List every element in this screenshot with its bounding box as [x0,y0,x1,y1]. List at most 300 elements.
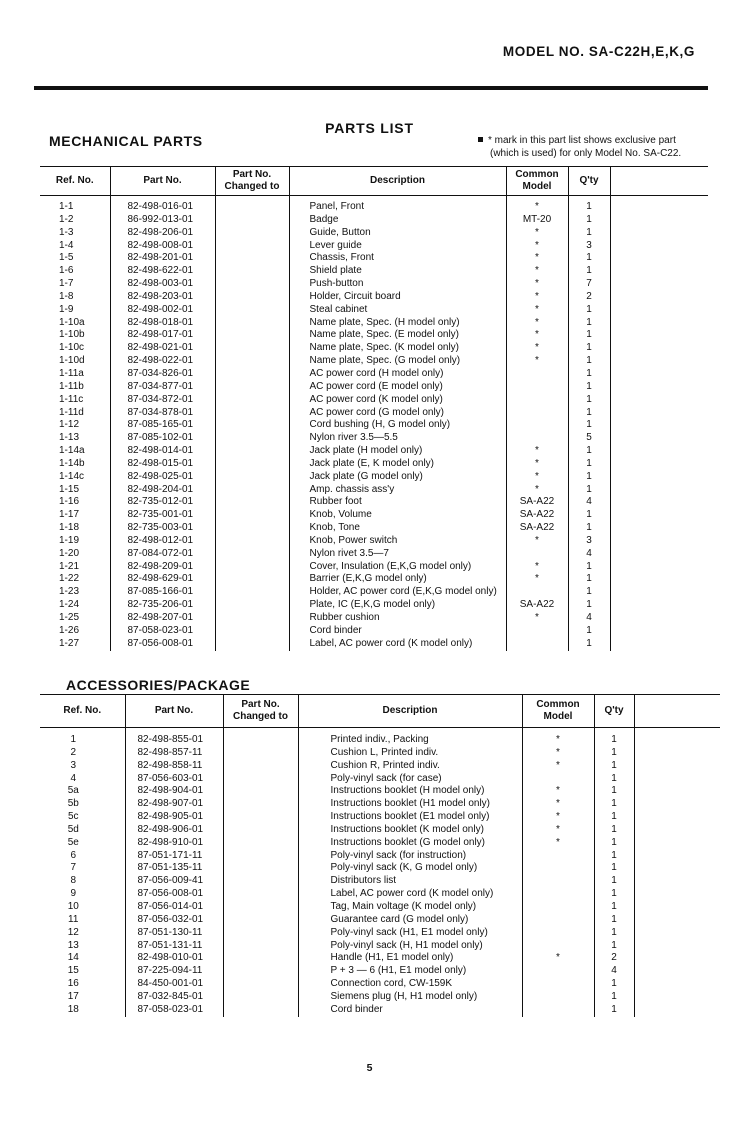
common-model-cell: * [522,837,594,850]
common-model-cell [506,586,568,599]
common-model-cell: * [506,458,568,471]
blank-cell [610,445,708,458]
col-changed-to: Part No. Changed to [223,695,298,728]
part-no-cell: 87-056-014-01 [125,901,223,914]
part-no-cell: 82-498-003-01 [110,278,215,291]
blank-cell [610,548,708,561]
blank-cell [610,355,708,368]
qty-cell: 1 [568,471,610,484]
qty-cell: 1 [594,760,634,773]
description-cell: Knob, Tone [289,522,506,535]
qty-cell: 1 [594,824,634,837]
description-cell: Steal cabinet [289,304,506,317]
blank-cell [610,496,708,509]
blank-cell [610,227,708,240]
common-model-cell: * [506,561,568,574]
qty-cell: 1 [568,599,610,612]
blank-cell [634,991,720,1004]
changed-to-cell [223,875,298,888]
table-row [40,342,708,355]
col-ref-no: Ref. No. [40,167,110,196]
ref-no-cell: 1-13 [59,432,80,444]
table-row [40,291,708,304]
note-line-1 [478,134,708,147]
part-no-cell: 82-735-001-01 [110,509,215,522]
ref-no-cell: 15 [67,965,79,977]
common-model-cell: SA-A22 [506,599,568,612]
blank-cell [634,824,720,837]
blank-cell [610,484,708,497]
description-cell: Panel, Front [289,196,506,214]
qty-cell: 1 [568,509,610,522]
blank-cell [634,811,720,824]
ref-no-cell: 1-10a [59,316,85,328]
ref-no-cell: 1-7 [59,278,74,290]
qty-cell: 1 [568,196,610,214]
table-row [40,355,708,368]
qty-cell: 1 [568,214,610,227]
description-cell: Barrier (E,K,G model only) [289,573,506,586]
table-row [40,252,708,265]
changed-to-cell [223,952,298,965]
changed-to-cell [215,535,289,548]
col-blank [610,167,708,196]
blank-cell [610,394,708,407]
description-cell: Knob, Volume [289,509,506,522]
table-row [40,304,708,317]
changed-to-cell [223,773,298,786]
part-no-cell: 82-498-203-01 [110,291,215,304]
table-header-row [40,695,720,728]
ref-no-cell: 1-18 [59,522,80,534]
common-model-cell: SA-A22 [506,522,568,535]
qty-cell: 2 [568,291,610,304]
table-row [40,927,720,940]
changed-to-cell [223,940,298,953]
qty-cell: 4 [568,548,610,561]
table-row [40,638,708,651]
ref-no-cell: 6 [70,849,77,861]
ref-no-cell: 1-11a [59,367,84,379]
description-cell: Name plate, Spec. (K model only) [289,342,506,355]
description-cell: Cord binder [289,625,506,638]
blank-cell [634,747,720,760]
table-row [40,728,720,747]
ref-no-cell: 1-14c [59,470,85,482]
blank-cell [610,291,708,304]
blank-cell [610,432,708,445]
table-row [40,317,708,330]
table-row [40,381,708,394]
blank-cell [634,798,720,811]
blank-cell [634,1004,720,1017]
changed-to-cell [215,381,289,394]
blank-cell [610,368,708,381]
blank-cell [610,252,708,265]
table-row [40,773,720,786]
description-cell: Instructions booklet (E1 model only) [298,811,522,824]
part-no-cell: 87-085-165-01 [110,419,215,432]
qty-cell: 3 [568,240,610,253]
changed-to-cell [215,612,289,625]
common-model-cell: * [506,342,568,355]
common-model-cell [522,940,594,953]
description-cell: Knob, Power switch [289,535,506,548]
changed-to-cell [215,368,289,381]
part-no-cell: 82-498-016-01 [110,196,215,214]
qty-cell: 1 [568,394,610,407]
table-row [40,625,708,638]
ref-no-cell: 14 [67,952,79,964]
common-model-cell: * [522,747,594,760]
ref-no-cell: 12 [67,926,79,938]
description-cell: Holder, AC power cord (E,K,G model only) [289,586,506,599]
qty-cell: 1 [568,638,610,651]
col-common-model: Common Model [522,695,594,728]
blank-cell [610,599,708,612]
description-cell: Instructions booklet (G model only) [298,837,522,850]
blank-cell [610,522,708,535]
blank-cell [610,419,708,432]
table-row [40,952,720,965]
col-part-no: Part No. [125,695,223,728]
qty-cell: 1 [594,914,634,927]
table-row [40,824,720,837]
qty-cell: 1 [568,586,610,599]
part-no-cell: 82-735-012-01 [110,496,215,509]
ref-no-cell: 1-11b [59,380,84,392]
qty-cell: 1 [568,458,610,471]
table-row [40,368,708,381]
changed-to-cell [223,978,298,991]
common-model-cell: SA-A22 [506,496,568,509]
changed-to-cell [215,317,289,330]
table-row [40,432,708,445]
common-model-cell: * [506,535,568,548]
qty-cell: 5 [568,432,610,445]
common-model-cell: * [522,798,594,811]
qty-cell: 1 [594,785,634,798]
blank-cell [610,561,708,574]
changed-to-cell [223,901,298,914]
changed-to-cell [215,445,289,458]
part-no-cell: 82-498-206-01 [110,227,215,240]
description-cell: Name plate, Spec. (E model only) [289,329,506,342]
common-model-cell: * [506,291,568,304]
description-cell: Jack plate (G model only) [289,471,506,484]
qty-cell: 1 [594,798,634,811]
blank-cell [634,850,720,863]
note-line-1-text: * mark in this part list shows exclusive part [488,135,676,146]
description-cell: P + 3 — 6 (H1, E1 model only) [298,965,522,978]
blank-cell [610,407,708,420]
ref-no-cell: 17 [67,990,79,1002]
changed-to-cell [215,304,289,317]
qty-cell: 1 [568,329,610,342]
description-cell: Poly-vinyl sack (for case) [298,773,522,786]
ref-no-cell: 4 [70,772,77,784]
changed-to-cell [223,811,298,824]
accessories-body [40,728,720,1017]
part-no-cell: 82-498-002-01 [110,304,215,317]
changed-to-cell [223,785,298,798]
mechanical-parts-body [40,196,708,651]
common-model-cell: * [506,612,568,625]
description-cell: Handle (H1, E1 model only) [298,952,522,965]
description-cell: Push-button [289,278,506,291]
blank-cell [634,862,720,875]
common-model-cell: * [506,265,568,278]
qty-cell: 1 [568,625,610,638]
description-cell: Instructions booklet (K model only) [298,824,522,837]
blank-cell [634,773,720,786]
blank-cell [610,612,708,625]
ref-no-cell: 1-3 [59,226,74,238]
description-cell: Holder, Circuit board [289,291,506,304]
changed-to-cell [223,965,298,978]
changed-to-cell [223,837,298,850]
ref-no-cell: 7 [70,862,77,874]
common-model-cell [522,850,594,863]
common-model-cell [506,432,568,445]
common-model-cell [522,927,594,940]
common-model-cell: * [506,484,568,497]
ref-no-cell: 5c [67,811,79,823]
table-row [40,522,708,535]
ref-no-cell: 1-14b [59,457,85,469]
common-model-cell [522,978,594,991]
ref-no-cell: 11 [68,913,79,925]
blank-cell [610,638,708,651]
table-row [40,509,708,522]
table-row [40,278,708,291]
blank-cell [610,535,708,548]
ref-no-cell: 1-11c [59,393,84,405]
ref-no-cell: 1-16 [59,496,80,508]
blank-cell [634,760,720,773]
part-no-cell: 87-056-009-41 [125,875,223,888]
table-row [40,329,708,342]
part-no-cell: 82-735-206-01 [110,599,215,612]
part-no-cell: 82-498-008-01 [110,240,215,253]
qty-cell: 1 [568,342,610,355]
changed-to-cell [215,586,289,599]
blank-cell [610,317,708,330]
col-part-no: Part No. [110,167,215,196]
blank-cell [634,837,720,850]
description-cell: Amp. chassis ass'y [289,484,506,497]
common-model-cell: * [506,329,568,342]
qty-cell: 1 [594,811,634,824]
changed-to-cell [223,914,298,927]
changed-to-cell [215,625,289,638]
common-model-cell: * [522,728,594,747]
table-row [40,394,708,407]
qty-cell: 1 [568,304,610,317]
part-no-cell: 82-498-629-01 [110,573,215,586]
ref-no-cell: 3 [70,759,77,771]
blank-cell [634,914,720,927]
common-model-cell: * [522,824,594,837]
changed-to-cell [215,291,289,304]
part-no-cell: 82-498-907-01 [125,798,223,811]
description-cell: AC power cord (K model only) [289,394,506,407]
description-cell: Rubber foot [289,496,506,509]
part-no-cell: 87-056-032-01 [125,914,223,927]
table-row [40,561,708,574]
description-cell: AC power cord (E model only) [289,381,506,394]
col-ref-no: Ref. No. [40,695,125,728]
changed-to-cell [215,561,289,574]
table-row [40,888,720,901]
description-cell: Shield plate [289,265,506,278]
common-model-cell: * [522,952,594,965]
col-changed-to: Part No. Changed to [215,167,289,196]
header-rule [34,86,708,90]
table-row [40,265,708,278]
changed-to-cell [215,638,289,651]
col-qty: Q'ty [594,695,634,728]
part-no-cell: 87-034-877-01 [110,381,215,394]
part-no-cell: 82-735-003-01 [110,522,215,535]
part-no-cell: 82-498-010-01 [125,952,223,965]
ref-no-cell: 1-11d [59,406,84,418]
qty-cell: 1 [594,850,634,863]
accessories-title: ACCESSORIES/PACKAGE [66,677,251,693]
part-no-cell: 82-498-910-01 [125,837,223,850]
qty-cell: 1 [594,888,634,901]
description-cell: Cord binder [298,1004,522,1017]
qty-cell: 1 [594,728,634,747]
blank-cell [634,965,720,978]
qty-cell: 1 [568,445,610,458]
changed-to-cell [223,728,298,747]
description-cell: Guide, Button [289,227,506,240]
common-model-cell [506,394,568,407]
part-no-cell: 82-498-014-01 [110,445,215,458]
ref-no-cell: 1-20 [59,547,80,559]
description-cell: Tag, Main voltage (K model only) [298,901,522,914]
common-model-cell: * [506,573,568,586]
changed-to-cell [215,522,289,535]
part-no-cell: 87-056-603-01 [125,773,223,786]
changed-to-cell [215,252,289,265]
changed-to-cell [215,471,289,484]
description-cell: Chassis, Front [289,252,506,265]
description-cell: Poly-vinyl sack (H1, E1 model only) [298,927,522,940]
part-no-cell: 87-056-008-01 [125,888,223,901]
common-model-cell: * [506,317,568,330]
blank-cell [634,901,720,914]
common-model-cell [506,548,568,561]
common-model-cell [506,368,568,381]
part-no-cell: 87-051-135-11 [125,862,223,875]
changed-to-cell [223,991,298,1004]
description-cell: Poly-vinyl sack (H, H1 model only) [298,940,522,953]
ref-no-cell: 1-6 [59,265,74,277]
blank-cell [610,214,708,227]
qty-cell: 1 [594,862,634,875]
changed-to-cell [223,747,298,760]
part-no-cell: 82-498-012-01 [110,535,215,548]
changed-to-cell [215,419,289,432]
ref-no-cell: 1 [70,734,77,745]
description-cell: Name plate, Spec. (H model only) [289,317,506,330]
table-row [40,240,708,253]
changed-to-cell [215,548,289,561]
common-model-cell: * [522,760,594,773]
table-row [40,785,720,798]
qty-cell: 1 [594,837,634,850]
col-qty: Q'ty [568,167,610,196]
qty-cell: 1 [568,407,610,420]
qty-cell: 4 [594,965,634,978]
part-no-cell: 87-051-130-11 [125,927,223,940]
part-no-cell: 82-498-855-01 [125,728,223,747]
part-no-cell: 86-992-013-01 [110,214,215,227]
description-cell: Jack plate (H model only) [289,445,506,458]
changed-to-cell [215,432,289,445]
ref-no-cell: 1-25 [59,612,80,623]
part-no-cell: 82-498-858-11 [125,760,223,773]
note-line-2: (which is used) for only Model No. SA-C22. [490,148,682,159]
part-no-cell: 87-051-171-11 [125,850,223,863]
description-cell: Jack plate (E, K model only) [289,458,506,471]
ref-no-cell: 1-26 [59,624,80,636]
blank-cell [610,196,708,214]
table-row [40,227,708,240]
table-row [40,496,708,509]
description-cell: Cover, Insulation (E,K,G model only) [289,561,506,574]
table-header-row [40,167,708,196]
ref-no-cell: 13 [67,939,79,951]
qty-cell: 1 [594,901,634,914]
common-model-cell [506,419,568,432]
ref-no-cell: 1-27 [59,637,80,649]
square-bullet-icon [478,137,483,142]
part-no-cell: 82-498-906-01 [125,824,223,837]
qty-cell: 1 [594,940,634,953]
qty-cell: 1 [568,522,610,535]
col-blank [634,695,720,728]
description-cell: Badge [289,214,506,227]
qty-cell: 1 [568,368,610,381]
table-row [40,458,708,471]
changed-to-cell [215,265,289,278]
part-no-cell: 87-085-166-01 [110,586,215,599]
part-no-cell: 82-498-209-01 [110,561,215,574]
common-model-cell: * [506,278,568,291]
blank-cell [610,342,708,355]
mechanical-parts-title: MECHANICAL PARTS [49,133,203,149]
part-no-cell: 82-498-201-01 [110,252,215,265]
qty-cell: 1 [568,265,610,278]
table-row [40,535,708,548]
qty-cell: 7 [568,278,610,291]
qty-cell: 4 [568,612,610,625]
common-model-cell: * [506,304,568,317]
col-common-model: Common Model [506,167,568,196]
ref-no-cell: 1-23 [59,586,80,598]
blank-cell [634,978,720,991]
qty-cell: 1 [594,875,634,888]
qty-cell: 1 [594,991,634,1004]
ref-no-cell: 9 [70,888,77,900]
common-model-cell: * [506,445,568,458]
table-row [40,837,720,850]
description-cell: Plate, IC (E,K,G model only) [289,599,506,612]
ref-no-cell: 16 [67,978,79,990]
